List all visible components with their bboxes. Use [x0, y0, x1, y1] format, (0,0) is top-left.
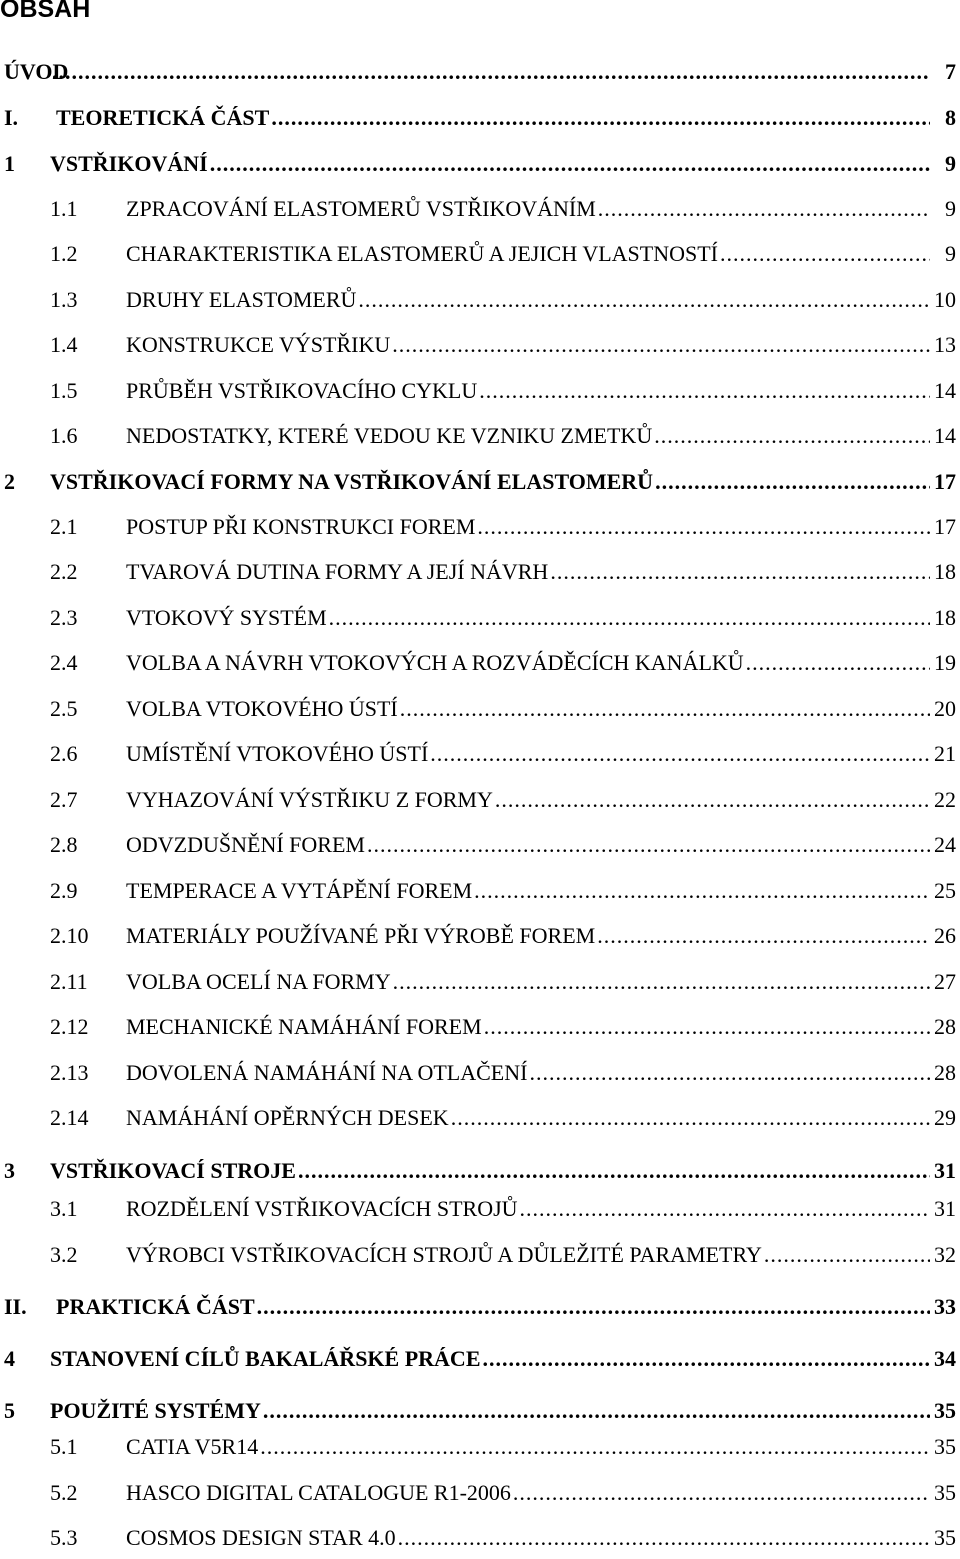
toc-entry-number: 2.9 — [50, 878, 78, 903]
toc-entry-page-number: 9 — [945, 241, 956, 266]
dot-leader — [398, 1525, 930, 1551]
toc-entry-title: KONSTRUKCE VÝSTŘIKU — [126, 332, 391, 357]
toc-entry-title: ZPRACOVÁNÍ ELASTOMERŮ VSTŘIKOVÁNÍM — [126, 196, 596, 221]
dot-leader — [513, 1480, 930, 1506]
toc-entry-page-number: 22 — [934, 787, 956, 812]
toc-entry-title: POUŽITÉ SYSTÉMY — [50, 1398, 261, 1423]
toc-entry-title: VTOKOVÝ SYSTÉM — [126, 605, 327, 630]
toc-entry-title: UMÍSTĚNÍ VTOKOVÉHO ÚSTÍ — [126, 741, 429, 766]
toc-entry-number: 4 — [4, 1346, 15, 1371]
toc-entry-number: 1.4 — [50, 332, 78, 357]
toc-entry[interactable] — [0, 196, 960, 230]
toc-entry[interactable] — [0, 1480, 960, 1514]
toc-entry[interactable] — [0, 1158, 960, 1192]
toc-entry-number: 1.1 — [50, 196, 78, 221]
toc-entry-number: II. — [4, 1294, 27, 1319]
dot-leader — [329, 605, 930, 631]
toc-entry-title: TVAROVÁ DUTINA FORMY A JEJÍ NÁVRH — [126, 559, 549, 584]
dot-leader — [655, 469, 930, 495]
dot-leader — [746, 650, 930, 676]
toc-entry-page-number: 31 — [934, 1196, 956, 1221]
toc-entry[interactable] — [0, 151, 960, 185]
toc-entry-page-number: 28 — [934, 1060, 956, 1085]
toc-entry-page-number: 35 — [934, 1525, 956, 1550]
toc-entry-page-number: 8 — [945, 105, 956, 130]
toc-entry-title: VSTŘIKOVÁNÍ — [50, 151, 208, 176]
toc-entry-title: HASCO DIGITAL CATALOGUE R1-2006 — [126, 1480, 511, 1505]
toc-entry-number: 2.14 — [50, 1105, 89, 1130]
toc-entry[interactable] — [0, 605, 960, 639]
dot-leader — [529, 1060, 930, 1086]
toc-entry-title: STANOVENÍ CÍLŮ BAKALÁŘSKÉ PRÁCE — [50, 1346, 481, 1371]
toc-entry-number: 1.2 — [50, 241, 78, 266]
toc-entry-number: 1.3 — [50, 287, 78, 312]
toc-entry-title: DOVOLENÁ NAMÁHÁNÍ NA OTLAČENÍ — [126, 1060, 528, 1085]
dot-leader — [400, 696, 930, 722]
toc-entry-page-number: 34 — [934, 1346, 956, 1371]
toc-entry[interactable] — [0, 105, 960, 139]
toc-entry[interactable] — [0, 923, 960, 957]
toc-entry[interactable] — [0, 559, 960, 593]
toc-entry[interactable] — [0, 378, 960, 412]
dot-leader — [367, 832, 930, 858]
toc-entry-title: NAMÁHÁNÍ OPĚRNÝCH DESEK — [126, 1105, 449, 1130]
toc-entry[interactable] — [0, 1294, 960, 1328]
toc-entry-page-number: 14 — [934, 378, 956, 403]
toc-entry[interactable] — [0, 1346, 960, 1380]
dot-leader — [260, 1434, 930, 1460]
toc-entry[interactable] — [0, 1434, 960, 1468]
toc-entry-number: 2.1 — [50, 514, 78, 539]
toc-entry-page-number: 7 — [945, 59, 956, 84]
dot-leader — [479, 378, 930, 404]
dot-leader — [764, 1242, 930, 1268]
toc-entry-page-number: 13 — [934, 332, 956, 357]
page-title: OBSAH — [0, 0, 91, 23]
toc-entry-title: VOLBA A NÁVRH VTOKOVÝCH A ROZVÁDĚCÍCH KANÁLKŮ — [126, 650, 744, 675]
toc-entry-title: CHARAKTERISTIKA ELASTOMERŮ A JEJICH VLASTNOSTÍ — [126, 241, 719, 266]
toc-entry-page-number: 31 — [934, 1158, 956, 1183]
toc-entry-page-number: 35 — [934, 1480, 956, 1505]
toc-entry[interactable] — [0, 832, 960, 866]
dot-leader — [483, 1346, 931, 1372]
dot-leader — [263, 1398, 930, 1424]
toc-entry[interactable] — [0, 469, 960, 503]
toc-entry-number: 2.5 — [50, 696, 78, 721]
toc-entry[interactable] — [0, 1014, 960, 1048]
dot-leader — [550, 559, 930, 585]
toc-entry-page-number: 26 — [934, 923, 956, 948]
toc-entry[interactable] — [0, 241, 960, 275]
toc-entry[interactable] — [0, 696, 960, 730]
toc-entry-title: VÝROBCI VSTŘIKOVACÍCH STROJŮ A DŮLEŽITÉ PARAMETRY — [126, 1242, 762, 1267]
toc-entry-title: PRŮBĚH VSTŘIKOVACÍHO CYKLU — [126, 378, 478, 403]
dot-leader — [474, 878, 930, 904]
toc-entry-number: 2.8 — [50, 832, 78, 857]
toc-entry-title: VSTŘIKOVACÍ STROJE — [50, 1158, 296, 1183]
dot-leader — [520, 1196, 930, 1222]
dot-leader — [392, 332, 930, 358]
toc-entry-page-number: 21 — [934, 741, 956, 766]
toc-entry[interactable] — [0, 1525, 960, 1559]
dot-leader — [720, 241, 930, 267]
dot-leader — [358, 287, 930, 313]
toc-entry-title: TEMPERACE A VYTÁPĚNÍ FOREM — [126, 878, 473, 903]
toc-entry-number: 3.2 — [50, 1242, 78, 1267]
toc-entry[interactable] — [0, 514, 960, 548]
toc-entry[interactable] — [0, 969, 960, 1003]
toc-entry-title: MATERIÁLY POUŽÍVANÉ PŘI VÝROBĚ FOREM — [126, 923, 596, 948]
toc-entry-title: VOLBA OCELÍ NA FORMY — [126, 969, 391, 994]
toc-entry-number: 2.2 — [50, 559, 78, 584]
toc-entry[interactable] — [0, 787, 960, 821]
toc-entry-page-number: 17 — [934, 469, 956, 494]
toc-entry-page-number: 10 — [934, 287, 956, 312]
dot-leader — [484, 1014, 930, 1040]
toc-entry-title: DRUHY ELASTOMERŮ — [126, 287, 357, 312]
toc-entry-number: 1.5 — [50, 378, 78, 403]
toc-entry[interactable] — [0, 650, 960, 684]
dot-leader — [495, 787, 930, 813]
toc-entry-number: 5 — [4, 1398, 15, 1423]
toc-entry[interactable] — [0, 287, 960, 321]
toc-entry[interactable] — [0, 741, 960, 775]
toc-entry-page-number: 19 — [934, 650, 956, 675]
toc-entry-page-number: 33 — [934, 1294, 956, 1319]
toc-entry-title: VOLBA VTOKOVÉHO ÚSTÍ — [126, 696, 398, 721]
toc-entry-number: 2.4 — [50, 650, 78, 675]
dot-leader — [598, 196, 930, 222]
toc-entry-number: ÚVOD — [4, 59, 69, 84]
dot-leader — [210, 151, 930, 177]
toc-entry-page-number: 17 — [934, 514, 956, 539]
toc-entry-page-number: 35 — [934, 1398, 956, 1423]
toc-entry-title: NEDOSTATKY, KTERÉ VEDOU KE VZNIKU ZMETKŮ — [126, 423, 653, 448]
toc-entry-title: COSMOS DESIGN STAR 4.0 — [126, 1525, 396, 1550]
toc-entry-number: 1 — [4, 151, 15, 176]
dot-leader — [257, 1294, 930, 1320]
dot-leader — [597, 923, 930, 949]
toc-entry-page-number: 32 — [934, 1242, 956, 1267]
toc-entry-page-number: 28 — [934, 1014, 956, 1039]
toc-entry-page-number: 24 — [934, 832, 956, 857]
toc-entry-number: 2 — [4, 469, 15, 494]
toc-entry[interactable] — [0, 1196, 960, 1230]
dot-leader — [298, 1158, 930, 1184]
toc-entry-page-number: 35 — [934, 1434, 956, 1459]
toc-entry-number: 1.6 — [50, 423, 78, 448]
toc-entry[interactable] — [0, 1242, 960, 1276]
toc-entry-page-number: 29 — [934, 1105, 956, 1130]
toc-entry-page-number: 9 — [945, 196, 956, 221]
toc-entry-number: 2.3 — [50, 605, 78, 630]
toc-entry[interactable] — [0, 1105, 960, 1139]
dot-leader — [393, 969, 930, 995]
toc-entry-title: PRAKTICKÁ ČÁST — [56, 1294, 255, 1319]
toc-entry-page-number: 27 — [934, 969, 956, 994]
toc-entry-page-number: 18 — [934, 559, 956, 584]
toc-entry-title: ODVZDUŠNĚNÍ FOREM — [126, 832, 365, 857]
toc-entry-number: 5.3 — [50, 1525, 78, 1550]
toc-entry-page-number: 18 — [934, 605, 956, 630]
dot-leader — [430, 741, 930, 767]
dot-leader — [451, 1105, 930, 1131]
toc-entry-number: 2.13 — [50, 1060, 89, 1085]
toc-entry-page-number: 25 — [934, 878, 956, 903]
toc-entry-page-number: 14 — [934, 423, 956, 448]
toc-entry-number: 2.6 — [50, 741, 78, 766]
toc-entry-title: POSTUP PŘI KONSTRUKCI FOREM — [126, 514, 476, 539]
dot-leader — [477, 514, 930, 540]
toc-entry-number: 3.1 — [50, 1196, 78, 1221]
toc-entry-title: CATIA V5R14 — [126, 1434, 259, 1459]
dot-leader — [271, 105, 930, 131]
toc-entry[interactable] — [0, 878, 960, 912]
toc-entry[interactable] — [0, 59, 960, 93]
dot-leader — [654, 423, 930, 449]
toc-entry-page-number: 9 — [945, 151, 956, 176]
toc-entry-title: TEORETICKÁ ČÁST — [56, 105, 270, 130]
toc-entry-number: 5.1 — [50, 1434, 78, 1459]
toc-entry-number: 5.2 — [50, 1480, 78, 1505]
toc-entry-number: 2.7 — [50, 787, 78, 812]
toc-entry-title: VYHAZOVÁNÍ VÝSTŘIKU Z FORMY — [126, 787, 493, 812]
dot-leader — [52, 59, 930, 85]
toc-entry[interactable] — [0, 1398, 960, 1432]
toc-entry-page-number: 20 — [934, 696, 956, 721]
toc-entry-title: VSTŘIKOVACÍ FORMY NA VSTŘIKOVÁNÍ ELASTOMERŮ — [50, 469, 654, 494]
toc-entry-number: 2.11 — [50, 969, 88, 994]
toc-entry-title: MECHANICKÉ NAMÁHÁNÍ FOREM — [126, 1014, 482, 1039]
toc-entry-number: 2.10 — [50, 923, 89, 948]
toc-entry[interactable] — [0, 332, 960, 366]
toc-entry-number: 3 — [4, 1158, 15, 1183]
toc-entry-title: ROZDĚLENÍ VSTŘIKOVACÍCH STROJŮ — [126, 1196, 518, 1221]
toc-entry[interactable] — [0, 1060, 960, 1094]
toc-entry-number: I. — [4, 105, 19, 130]
toc-entry[interactable] — [0, 423, 960, 457]
toc-entry-number: 2.12 — [50, 1014, 89, 1039]
